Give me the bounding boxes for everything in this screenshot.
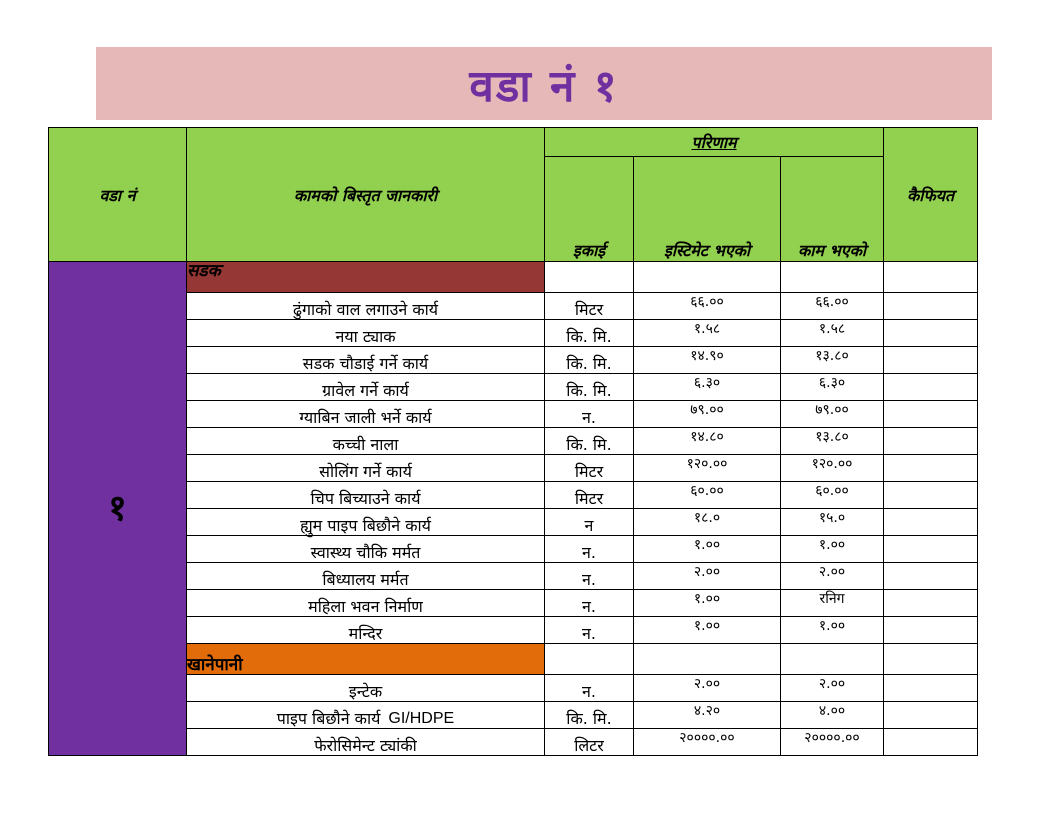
estimate-cell: ६.३०: [634, 374, 781, 401]
done-cell: १३.८०: [781, 428, 884, 455]
work-description: [187, 428, 545, 455]
table-row: [49, 563, 978, 590]
estimate-cell: १४.८०: [634, 428, 781, 455]
work-description-text: ह्युम पाइप बिछौने कार्य: [300, 516, 431, 535]
header-work-done: काम भएको: [781, 157, 884, 262]
table-body: [49, 262, 978, 756]
estimate-cell: २.००: [634, 675, 781, 702]
work-description-text: सडक चौडाई गर्ने कार्य: [302, 354, 429, 373]
remarks-cell: [884, 401, 978, 428]
work-description-text: बिध्यालय मर्मत: [322, 570, 409, 589]
work-progress-table: [48, 127, 978, 756]
work-description-text: पाइप बिछौने कार्य: [276, 709, 381, 728]
section-road-heading: सडक: [187, 262, 545, 293]
estimate-cell: १.५८: [634, 320, 781, 347]
unit-cell: मिटर: [545, 293, 634, 320]
unit-cell: न.: [545, 536, 634, 563]
unit-cell: न: [545, 509, 634, 536]
remarks-cell: [884, 293, 978, 320]
work-description: [187, 702, 545, 729]
table-row: [49, 347, 978, 374]
work-description-text: सोलिंग गर्ने कार्य: [319, 462, 412, 481]
table-row: [49, 702, 978, 729]
table-row: [49, 675, 978, 702]
section-row: [49, 644, 978, 675]
unit-cell: मिटर: [545, 455, 634, 482]
done-cell: ७९.००: [781, 401, 884, 428]
remarks-cell: [884, 320, 978, 347]
unit-cell: कि. मि.: [545, 347, 634, 374]
work-description: [187, 482, 545, 509]
remarks-cell: [884, 347, 978, 374]
unit-cell: मिटर: [545, 482, 634, 509]
work-description-text: महिला भवन निर्माण: [308, 597, 423, 616]
page-title: वडा नं १: [469, 60, 619, 112]
unit-cell: कि. मि.: [545, 702, 634, 729]
work-description: [187, 401, 545, 428]
done-cell: २००००.००: [781, 729, 884, 756]
estimate-cell: ४.२०: [634, 702, 781, 729]
table-row: [49, 729, 978, 756]
unit-cell: न.: [545, 590, 634, 617]
work-description: [187, 347, 545, 374]
title-banner: [96, 47, 992, 120]
estimate-cell: २००००.००: [634, 729, 781, 756]
done-cell: १२०.००: [781, 455, 884, 482]
done-cell: १३.८०: [781, 347, 884, 374]
work-description: [187, 729, 545, 756]
empty-cell: [545, 644, 634, 675]
unit-cell: कि. मि.: [545, 320, 634, 347]
work-description: [187, 509, 545, 536]
estimate-cell: १.००: [634, 590, 781, 617]
table-row: [49, 401, 978, 428]
table-row: [49, 482, 978, 509]
header-ward-no: वडा नं: [49, 128, 187, 262]
section-row: [49, 262, 978, 293]
unit-cell: न.: [545, 675, 634, 702]
remarks-cell: [884, 428, 978, 455]
remarks-cell: [884, 729, 978, 756]
remarks-cell: [884, 374, 978, 401]
table-row: [49, 617, 978, 644]
estimate-cell: १.००: [634, 617, 781, 644]
work-description-text: इन्टेक: [348, 682, 383, 701]
unit-cell: न.: [545, 617, 634, 644]
done-cell: रनिग: [781, 590, 884, 617]
work-description-text: मन्दिर: [348, 624, 383, 643]
ward-number-cell: १: [49, 262, 187, 756]
work-description-text: कच्ची नाला: [332, 435, 399, 454]
empty-cell: [634, 644, 781, 675]
table-row: [49, 374, 978, 401]
work-description-text: ग्याबिन जाली भर्ने कार्य: [299, 408, 432, 427]
work-description: [187, 675, 545, 702]
table-row: [49, 320, 978, 347]
remarks-cell: [884, 675, 978, 702]
empty-cell: [884, 262, 978, 293]
estimate-cell: १८.०: [634, 509, 781, 536]
section-water-heading: खानेपानी: [187, 644, 545, 675]
estimate-cell: ६६.००: [634, 293, 781, 320]
estimate-cell: १२०.००: [634, 455, 781, 482]
remarks-cell: [884, 455, 978, 482]
remarks-cell: [884, 482, 978, 509]
work-description: [187, 617, 545, 644]
header-unit: इकाई: [545, 157, 634, 262]
work-description: [187, 320, 545, 347]
table-row: [49, 590, 978, 617]
remarks-cell: [884, 563, 978, 590]
unit-cell: कि. मि.: [545, 374, 634, 401]
done-cell: १५.०: [781, 509, 884, 536]
estimate-cell: ७९.००: [634, 401, 781, 428]
table-row: [49, 428, 978, 455]
unit-cell: कि. मि.: [545, 428, 634, 455]
table-row: [49, 293, 978, 320]
work-description: [187, 563, 545, 590]
estimate-cell: ६०.००: [634, 482, 781, 509]
table-row: [49, 509, 978, 536]
unit-cell: न.: [545, 563, 634, 590]
done-cell: ६६.००: [781, 293, 884, 320]
remarks-cell: [884, 590, 978, 617]
done-cell: ४.००: [781, 702, 884, 729]
work-description: [187, 293, 545, 320]
remarks-cell: [884, 617, 978, 644]
table-row: [49, 536, 978, 563]
unit-cell: लिटर: [545, 729, 634, 756]
empty-cell: [884, 644, 978, 675]
empty-cell: [781, 262, 884, 293]
work-description-text: नया ट्याक: [335, 327, 396, 346]
work-description-text: चिप बिच्याउने कार्य: [310, 489, 421, 508]
estimate-cell: १४.९०: [634, 347, 781, 374]
work-description-text: ग्रावेल गर्ने कार्य: [322, 381, 409, 400]
work-description-text: स्वास्थ्य चौकि मर्मत: [310, 543, 421, 562]
unit-cell: न.: [545, 401, 634, 428]
estimate-cell: १.००: [634, 536, 781, 563]
done-cell: २.००: [781, 675, 884, 702]
table-row: [49, 455, 978, 482]
work-description-text: फेरोसिमेन्ट ट्यांकी: [314, 736, 417, 755]
empty-cell: [545, 262, 634, 293]
header-estimate-done: इस्टिमेट भएको: [634, 157, 781, 262]
remarks-cell: [884, 702, 978, 729]
done-cell: १.००: [781, 536, 884, 563]
done-cell: ६.३०: [781, 374, 884, 401]
header-result: परिणाम: [545, 128, 884, 157]
work-description: [187, 455, 545, 482]
done-cell: १.००: [781, 617, 884, 644]
done-cell: ६०.००: [781, 482, 884, 509]
done-cell: २.००: [781, 563, 884, 590]
done-cell: १.५८: [781, 320, 884, 347]
header-work-detail: कामको बिस्तृत जानकारी: [187, 128, 545, 262]
work-description: [187, 590, 545, 617]
work-description-text: ढुंगाको वाल लगाउने कार्य: [292, 300, 439, 319]
remarks-cell: [884, 509, 978, 536]
header-remarks: कैफियत: [884, 128, 978, 262]
empty-cell: [781, 644, 884, 675]
work-description: [187, 374, 545, 401]
remarks-cell: [884, 536, 978, 563]
estimate-cell: २.००: [634, 563, 781, 590]
work-description: [187, 536, 545, 563]
empty-cell: [634, 262, 781, 293]
work-description-extra: GI/HDPE: [388, 710, 455, 727]
